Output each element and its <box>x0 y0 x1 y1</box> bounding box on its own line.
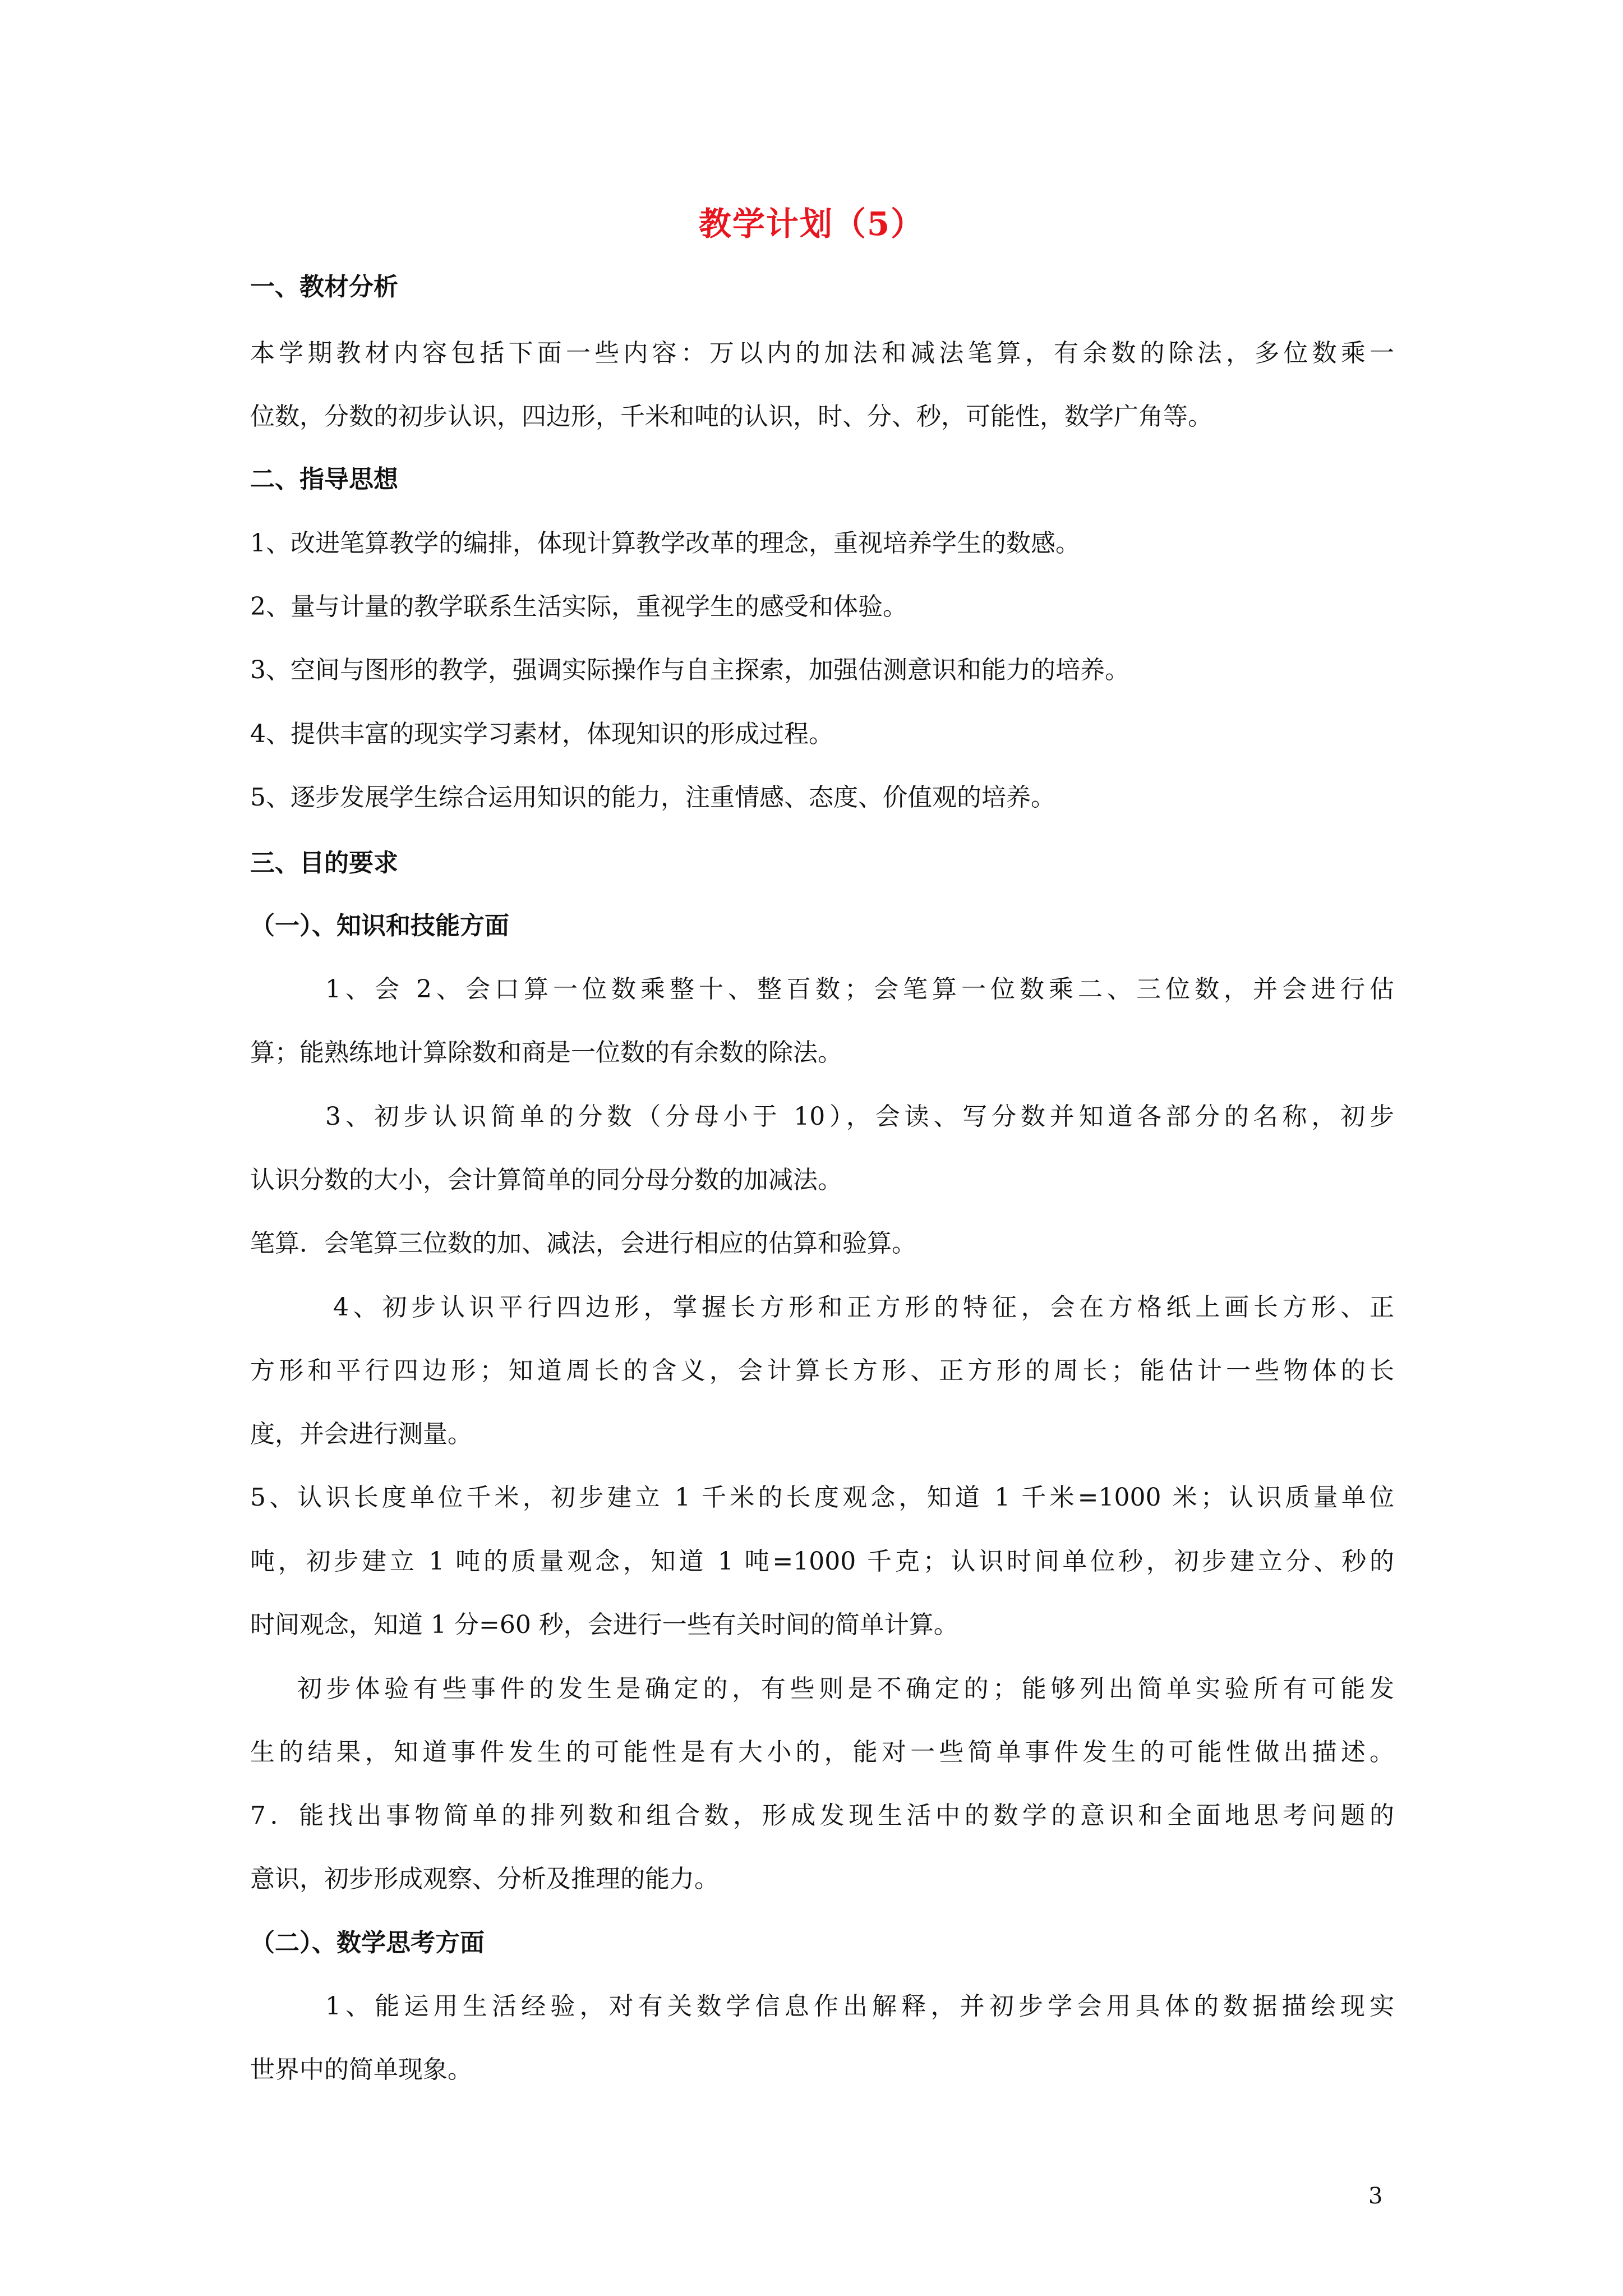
paragraph-line: 7．能找出事物简单的排列数和组合数，形成发现生活中的数学的意识和全面地思考问题的 <box>250 1801 1394 1830</box>
subsection-heading-1: （一）、知识和技能方面 <box>250 912 509 940</box>
paragraph-line: 4、初步认识平行四边形，掌握长方形和正方形的特征，会在方格纸上画长方形、正 <box>333 1293 1394 1322</box>
list-item: 1、改进笔算教学的编排，体现计算教学改革的理念，重视培养学生的数感。 <box>250 529 1080 558</box>
paragraph-line: 初步体验有些事件的发生是确定的，有些则是不确定的；能够列出简单实验所有可能发 <box>297 1674 1394 1703</box>
list-item: 5、逐步发展学生综合运用知识的能力，注重情感、态度、价值观的培养。 <box>250 783 1055 812</box>
section-heading-2: 二、指导思想 <box>250 465 398 494</box>
paragraph-line: 度，并会进行测量。 <box>250 1420 472 1448</box>
page-number: 3 <box>1368 2183 1383 2209</box>
subsection-heading-2: （二）、数学思考方面 <box>250 1929 485 1957</box>
paragraph-line: 本学期教材内容包括下面一些内容：万以内的加法和减法笔算，有余数的除法，多位数乘一 <box>250 339 1394 367</box>
paragraph-line: 意识，初步形成观察、分析及推理的能力。 <box>250 1865 719 1893</box>
list-item: 3、空间与图形的教学，强调实际操作与自主探索，加强估测意识和能力的培养。 <box>250 656 1129 684</box>
paragraph-line: 吨，初步建立 1 吨的质量观念，知道 1 吨=1000 千克；认识时间单位秒，初步建立分、秒的 <box>250 1547 1394 1576</box>
paragraph-line: 算；能熟练地计算除数和商是一位数的有余数的除法。 <box>250 1038 842 1067</box>
list-item: 4、提供丰富的现实学习素材，体现知识的形成过程。 <box>250 720 833 748</box>
paragraph-line: 时间观念，知道 1 分=60 秒，会进行一些有关时间的简单计算。 <box>250 1611 958 1639</box>
paragraph-line: 认识分数的大小，会计算简单的同分母分数的加减法。 <box>250 1166 842 1194</box>
list-item: 2、量与计量的教学联系生活实际，重视学生的感受和体验。 <box>250 592 907 621</box>
paragraph-line: 1、会 2、会口算一位数乘整十、整百数；会笔算一位数乘二、三位数，并会进行估 <box>325 975 1394 1004</box>
paragraph-line: 位数，分数的初步认识，四边形，千米和吨的认识，时、分、秒，可能性，数学广角等。 <box>250 402 1212 431</box>
paragraph-line: 方形和平行四边形；知道周长的含义，会计算长方形、正方形的周长；能估计一些物体的长 <box>250 1356 1394 1385</box>
paragraph-line: 世界中的简单现象。 <box>250 2055 472 2084</box>
section-heading-3: 三、目的要求 <box>250 849 398 877</box>
paragraph-line: 生的结果，知道事件发生的可能性是有大小的，能对一些简单事件发生的可能性做出描述。 <box>250 1738 1394 1766</box>
paragraph-line: 笔算．会笔算三位数的加、减法，会进行相应的估算和验算。 <box>250 1229 916 1258</box>
section-heading-1: 一、教材分析 <box>250 273 398 301</box>
document-title: 教学计划（5） <box>698 205 925 243</box>
paragraph-line: 5、认识长度单位千米，初步建立 1 千米的长度观念，知道 1 千米=1000 米；认识质量单位 <box>250 1483 1394 1512</box>
paragraph-line: 1、能运用生活经验，对有关数学信息作出解释，并初步学会用具体的数据描绘现实 <box>325 1992 1394 2021</box>
paragraph-line: 3、初步认识简单的分数（分母小于 10），会读、写分数并知道各部分的名称，初步 <box>325 1102 1394 1131</box>
